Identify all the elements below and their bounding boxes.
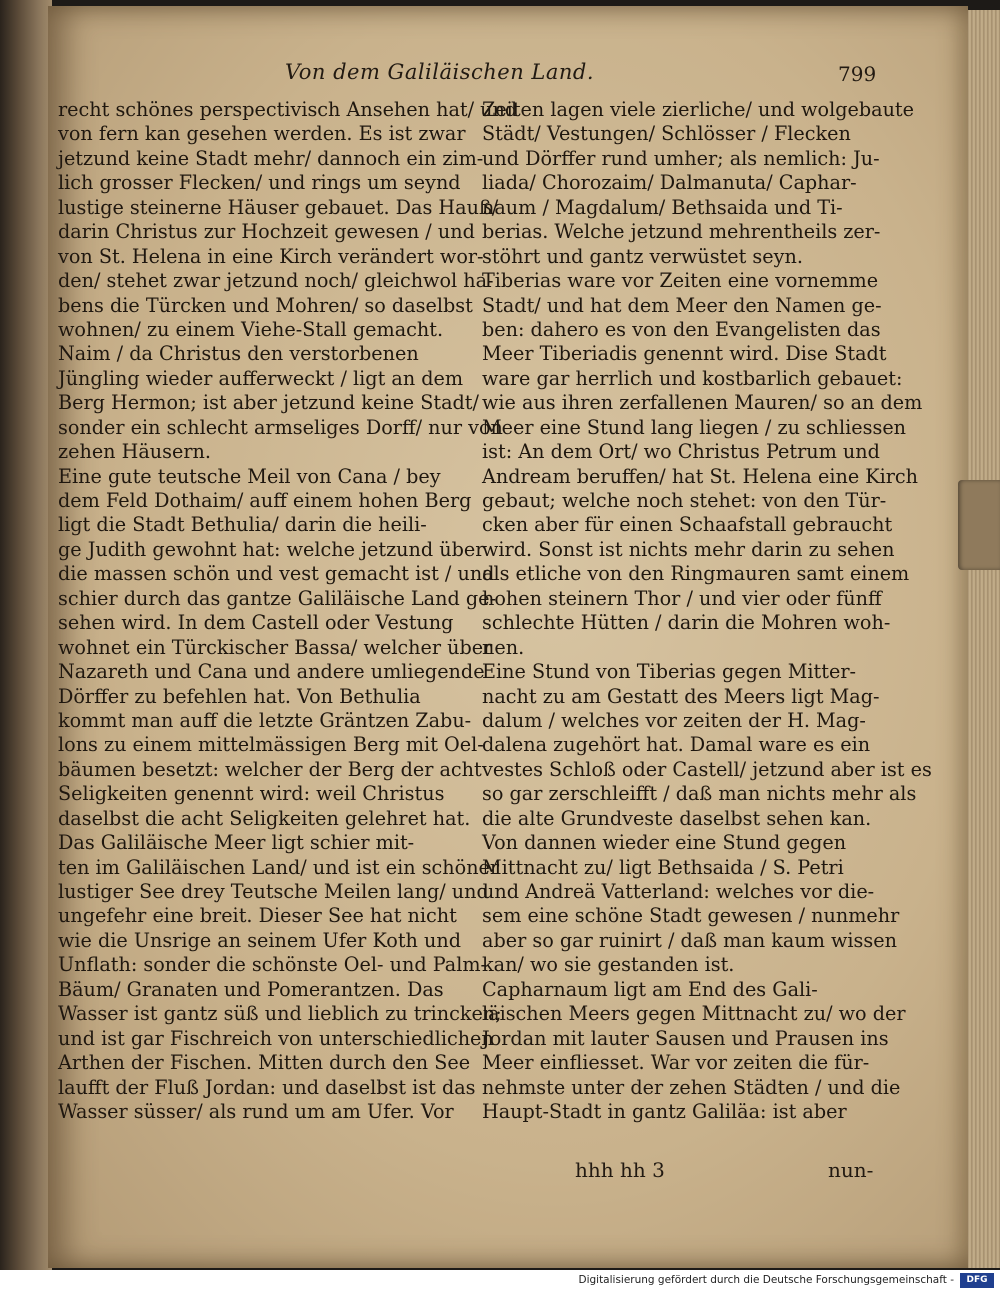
text-line: Nazareth und Cana und andere umliegende bbox=[58, 660, 485, 684]
text-line: lich grosser Flecken/ und rings um seynd bbox=[58, 171, 461, 195]
text-line: Meer eine Stund lang liegen / zu schliessen bbox=[482, 415, 907, 439]
text-line: wie aus ihren zerfallenen Mauren/ so an dem bbox=[482, 391, 923, 415]
text-line: laufft der Fluß Jordan: und daselbst ist das bbox=[58, 1075, 476, 1099]
text-line: die massen schön und vest gemacht ist / und bbox=[58, 562, 495, 586]
book-binding-strip bbox=[0, 0, 52, 1270]
text-line: berias. Welche jetzund mehrentheils zer- bbox=[482, 220, 881, 244]
text-line: Naim / da Christus den verstorbenen bbox=[58, 342, 419, 366]
text-line: Zeiten lagen viele zierliche/ und wolgebaute bbox=[482, 98, 914, 121]
text-line: als etliche von den Ringmauren samt einem bbox=[482, 562, 910, 586]
text-line: Jüngling wieder aufferweckt / ligt an dem bbox=[58, 366, 464, 390]
text-line: und Dörffer rund umher; als nemlich: Ju- bbox=[482, 146, 880, 170]
text-line: dalena zugehört hat. Damal ware es ein bbox=[482, 733, 871, 757]
text-line: daselbst die acht Seligkeiten gelehret hat. bbox=[58, 806, 471, 830]
text-line: und ist gar Fischreich von unterschiedlichen bbox=[58, 1026, 494, 1050]
text-line: aber so gar ruinirt / daß man kaum wissen bbox=[482, 928, 897, 952]
text-line: lons zu einem mittelmässigen Berg mit Oel- bbox=[58, 733, 484, 757]
text-line: Mittnacht zu/ ligt Bethsaida / S. Petri bbox=[482, 855, 844, 879]
text-line: den/ stehet zwar jetzund noch/ gleichwol ha- bbox=[58, 269, 494, 293]
text-line: dalum / welches vor zeiten der H. Mag- bbox=[482, 708, 866, 732]
text-line: von St. Helena in eine Kirch verändert wor- bbox=[58, 244, 484, 268]
text-line: Seligkeiten genennt wird: weil Christus bbox=[58, 782, 445, 806]
text-line: lustiger See drey Teutsche Meilen lang/ und bbox=[58, 880, 489, 903]
text-line: liada/ Chorozaim/ Dalmanuta/ Caphar- bbox=[482, 171, 857, 195]
text-line: darin Christus zur Hochzeit gewesen / und bbox=[58, 220, 475, 244]
text-line: wie die Unsrige an seinem Ufer Koth und bbox=[58, 928, 461, 952]
text-line: ware gar herrlich und kostbarlich gebauet: bbox=[482, 366, 903, 390]
text-line: ligt die Stadt Bethulia/ darin die heili- bbox=[58, 513, 427, 537]
text-line: Von dannen wieder eine Stund gegen bbox=[482, 831, 847, 855]
text-line: Unflath: sonder die schönste Oel- und Palm- bbox=[58, 953, 488, 977]
text-line: Das Galiläische Meer ligt schier mit- bbox=[58, 831, 415, 855]
text-line: Haupt-Stadt in gantz Galiläa: ist aber bbox=[482, 1099, 847, 1123]
text-line: die alte Grundveste daselbst sehen kan. bbox=[482, 806, 872, 830]
text-line: Andream beruffen/ hat St. Helena eine Kirch bbox=[482, 464, 919, 488]
text-line: ungefehr eine breit. Dieser See hat nicht bbox=[58, 904, 457, 928]
text-line: Dörffer zu befehlen hat. Von Bethulia bbox=[58, 684, 421, 708]
right-column bbox=[482, 98, 932, 1124]
text-line: schlechte Hütten / darin die Mohren woh- bbox=[482, 611, 891, 635]
text-line: nacht zu am Gestatt des Meers ligt Mag- bbox=[482, 684, 880, 708]
page-number: 799 bbox=[838, 62, 877, 86]
text-line: bens die Türcken und Mohren/ so daselbst bbox=[58, 293, 473, 317]
page-clip bbox=[958, 480, 1000, 570]
text-line: Capharnaum ligt am End des Gali- bbox=[482, 977, 818, 1001]
text-line: läischen Meers gegen Mittnacht zu/ wo der bbox=[482, 1002, 906, 1026]
text-line: Meer Tiberiadis genennt wird. Dise Stadt bbox=[482, 342, 887, 366]
text-line: so gar zerschleifft / daß man nichts mehr als bbox=[482, 782, 917, 806]
text-line: wohnen/ zu einem Viehe-Stall gemacht. bbox=[58, 317, 444, 341]
text-line: zehen Häusern. bbox=[58, 440, 211, 464]
text-line: von fern kan gesehen werden. Es ist zwar bbox=[58, 122, 466, 146]
text-line: Stadt/ und hat dem Meer den Namen ge- bbox=[482, 293, 882, 317]
signature-mark: hhh hh 3 bbox=[575, 1158, 665, 1182]
text-line: ben: dahero es von den Evangelisten das bbox=[482, 317, 881, 341]
text-line: Meer einfliesset. War vor zeiten die für- bbox=[482, 1051, 870, 1075]
text-line: dem Feld Dothaim/ auff einem hohen Berg bbox=[58, 489, 472, 512]
text-line: nehmste unter der zehen Städten / und die bbox=[482, 1075, 901, 1099]
text-line: bäumen besetzt: welcher der Berg der acht bbox=[58, 757, 482, 781]
text-line: wohnet ein Türckischer Bassa/ welcher über bbox=[58, 635, 493, 659]
left-column bbox=[58, 98, 518, 1124]
text-line: Tiberias ware vor Zeiten eine vornemme bbox=[482, 269, 879, 293]
text-line: cken aber für einen Schaafstall gebraucht bbox=[482, 513, 893, 537]
text-line: Berg Hermon; ist aber jetzund keine Stadt/ bbox=[58, 391, 479, 415]
text-line: wird. Sonst ist nichts mehr darin zu sehen bbox=[482, 537, 895, 561]
dfg-logo: DFG bbox=[960, 1273, 994, 1288]
text-line: sonder ein schlecht armseliges Dorff/ nur von bbox=[58, 415, 503, 439]
text-line: ge Judith gewohnt hat: welche jetzund über bbox=[58, 537, 485, 561]
text-line: Eine gute teutsche Meil von Cana / bey bbox=[58, 464, 441, 488]
text-line: ten im Galiläischen Land/ und ist ein schöner bbox=[58, 855, 500, 879]
text-line: lustige steinerne Häuser gebauet. Das Hauß/ bbox=[58, 195, 499, 219]
text-line: Arthen der Fischen. Mitten durch den See bbox=[58, 1051, 471, 1075]
catchword: nun- bbox=[828, 1158, 874, 1182]
text-line: Städt/ Vestungen/ Schlösser / Flecken bbox=[482, 122, 851, 146]
text-line: Wasser ist gantz süß und lieblich zu trincken; bbox=[58, 1002, 502, 1026]
text-line: hohen steinern Thor / und vier oder fünff bbox=[482, 586, 882, 610]
text-line: Bäum/ Granaten und Pomerantzen. Das bbox=[58, 977, 444, 1001]
text-line: ist: An dem Ort/ wo Christus Petrum und bbox=[482, 440, 880, 464]
text-line: Wasser süsser/ als rund um am Ufer. Vor bbox=[58, 1099, 454, 1123]
running-title: Von dem Galiläischen Land. bbox=[285, 60, 595, 84]
text-line: Eine Stund von Tiberias gegen Mitter- bbox=[482, 660, 856, 684]
text-line: und Andreä Vatterland: welches vor die- bbox=[482, 880, 875, 903]
text-line: nen. bbox=[482, 635, 525, 659]
text-line: Jordan mit lauter Sausen und Prausen ins bbox=[482, 1026, 889, 1050]
text-line: sem eine schöne Stadt gewesen / nunmehr bbox=[482, 904, 900, 928]
footer-credit: Digitalisierung gefördert durch die Deutsche Forschungsgemeinschaft - bbox=[578, 1274, 954, 1286]
text-line: kommt man auff die letzte Gräntzen Zabu- bbox=[58, 708, 472, 732]
text-line: naum / Magdalum/ Bethsaida und Ti- bbox=[482, 195, 843, 219]
page-edges bbox=[968, 10, 1000, 1268]
text-line: recht schönes perspectivisch Ansehen hat/ und bbox=[58, 98, 518, 121]
text-line: jetzund keine Stadt mehr/ dannoch ein zim- bbox=[58, 146, 484, 170]
text-line: gebaut; welche noch stehet: von den Tür- bbox=[482, 489, 887, 512]
text-line: sehen wird. In dem Castell oder Vestung bbox=[58, 611, 454, 635]
text-line: stöhrt und gantz verwüstet seyn. bbox=[482, 244, 803, 268]
text-line: vestes Schloß oder Castell/ jetzund aber ist es bbox=[482, 757, 932, 781]
text-line: kan/ wo sie gestanden ist. bbox=[482, 953, 735, 977]
text-line: schier durch das gantze Galiläische Land ge- bbox=[58, 586, 496, 610]
